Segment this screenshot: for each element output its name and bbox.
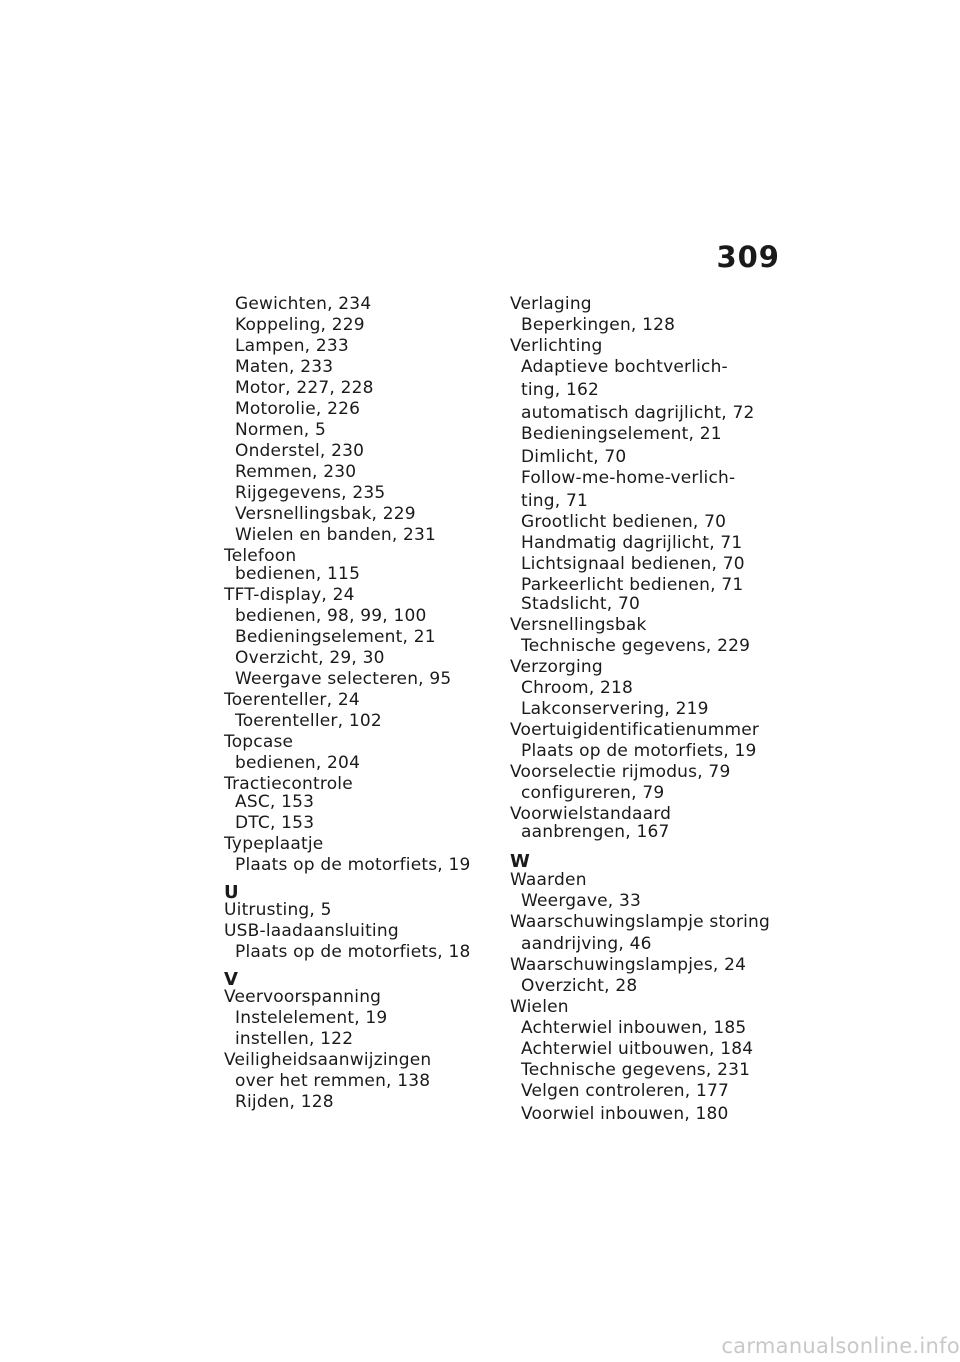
index-subentry: Adaptieve bochtverlich- [521,357,728,377]
index-entry: Topcase [224,732,294,752]
index-subentry: Chroom, 218 [521,678,634,698]
index-subentry: ting, 162 [521,380,600,400]
index-subentry: bedienen, 204 [235,753,361,773]
index-entry: Telefoon [224,546,297,566]
index-entry: Voertuigidentificatienummer [510,720,760,740]
index-subentry: ting, 71 [521,491,588,511]
index-subentry: Plaats op de motorfiets, 18 [235,942,471,962]
index-entry: Veervoorspanning [224,987,382,1007]
index-subentry: Remmen, 230 [235,462,357,482]
index-subentry: bedienen, 115 [235,564,361,584]
index-entry: Versnellingsbak [510,615,647,635]
index-subentry: Motorolie, 226 [235,399,361,419]
index-subentry: Technische gegevens, 229 [521,636,751,656]
index-subentry: Voorwiel inbouwen, 180 [521,1104,729,1124]
index-subentry: Overzicht, 29, 30 [235,648,385,668]
index-entry: USB-laadaansluiting [224,921,399,941]
index-subentry: Weergave, 33 [521,891,641,911]
index-letter-heading: U [224,882,239,903]
index-entry: Toerenteller, 24 [224,690,360,710]
index-entry: TFT-display, 24 [224,585,355,605]
index-subentry: Wielen en banden, 231 [235,525,437,545]
index-subentry: Bedieningselement, 21 [235,627,436,647]
index-subentry: Maten, 233 [235,357,334,377]
index-subentry: Plaats op de motorfiets, 19 [235,855,471,875]
index-entry: Verlichting [510,336,603,356]
index-subentry: Velgen controleren, 177 [521,1081,730,1101]
index-subentry: Instelelement, 19 [235,1008,388,1028]
index-subentry: Follow-me-home-verlich- [521,468,736,488]
index-subentry: configureren, 79 [521,783,665,803]
index-subentry: over het remmen, 138 [235,1071,431,1091]
index-entry: Tractiecontrole [224,774,353,794]
index-subentry: Technische gegevens, 231 [521,1060,751,1080]
index-subentry: Rijden, 128 [235,1092,334,1112]
index-subentry: Weergave selecteren, 95 [235,669,452,689]
index-subentry: Overzicht, 28 [521,976,638,996]
index-subentry: Lakconservering, 219 [521,699,709,719]
index-subentry: Grootlicht bedienen, 70 [521,512,727,532]
index-entry: Waarschuwingslampje storing [510,912,771,932]
index-subentry: Bedieningselement, 21 [521,424,722,444]
index-subentry: Lampen, 233 [235,336,349,356]
index-subentry: bedienen, 98, 99, 100 [235,606,427,626]
index-subentry: Motor, 227, 228 [235,378,374,398]
index-entry: Waarschuwingslampjes, 24 [510,955,747,975]
index-subentry: Handmatig dagrijlicht, 71 [521,533,743,553]
index-entry: Wielen [510,997,569,1017]
index-subentry: Beperkingen, 128 [521,315,676,335]
index-subentry: instellen, 122 [235,1029,354,1049]
index-subentry: Achterwiel uitbouwen, 184 [521,1039,754,1059]
watermark: carmanualsonline.info [721,1334,960,1358]
index-entry: Typeplaatje [224,834,324,854]
index-entry: Voorwielstandaard [510,804,672,824]
index-letter-heading: W [510,851,531,872]
index-entry: Verlaging [510,294,592,314]
index-subentry: Stadslicht, 70 [521,594,640,614]
index-subentry: Onderstel, 230 [235,441,365,461]
index-subentry: Dimlicht, 70 [521,447,627,467]
index-subentry: Gewichten, 234 [235,294,372,314]
index-entry: Uitrusting, 5 [224,900,332,920]
page-number: 309 [716,240,780,274]
index-letter-heading: V [224,969,239,990]
index-subentry: aandrijving, 46 [521,934,652,954]
index-subentry: Koppeling, 229 [235,315,365,335]
index-entry: Voorselectie rijmodus, 79 [510,762,731,782]
index-subentry: Parkeerlicht bedienen, 71 [521,575,744,595]
index-subentry: Toerenteller, 102 [235,711,382,731]
index-entry: Verzorging [510,657,603,677]
index-subentry: automatisch dagrijlicht, 72 [521,403,755,423]
index-subentry: ASC, 153 [235,792,315,812]
index-subentry: Versnellingsbak, 229 [235,504,416,524]
index-entry: Waarden [510,870,587,890]
index-subentry: Rijgegevens, 235 [235,483,386,503]
index-subentry: Plaats op de motorfiets, 19 [521,741,757,761]
index-subentry: Normen, 5 [235,420,327,440]
index-subentry: Achterwiel inbouwen, 185 [521,1018,747,1038]
index-subentry: DTC, 153 [235,813,315,833]
index-subentry: Lichtsignaal bedienen, 70 [521,554,745,574]
index-subentry: aanbrengen, 167 [521,822,670,842]
index-entry: Veiligheidsaanwijzingen [224,1050,432,1070]
